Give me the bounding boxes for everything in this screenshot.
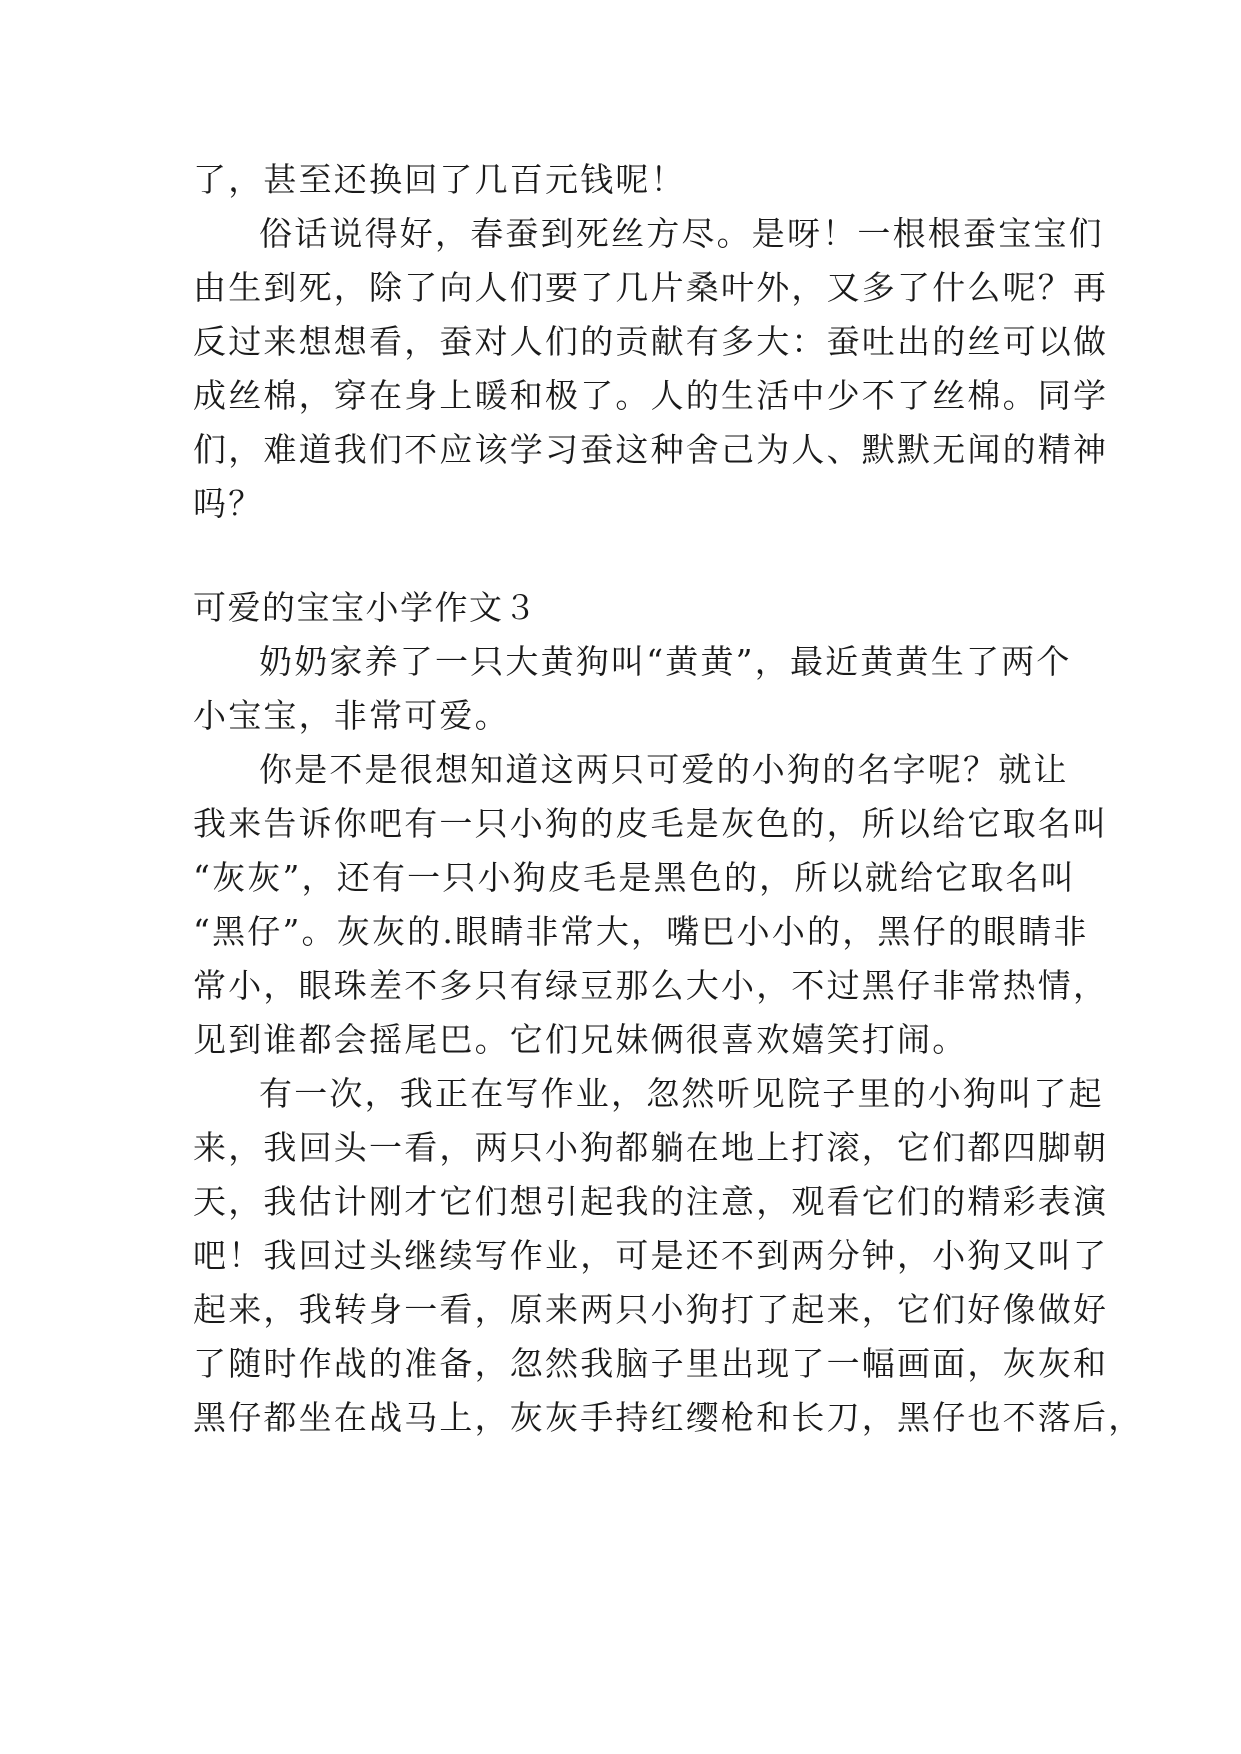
- text-line: 小宝宝，非常可爱。: [193, 696, 510, 735]
- text-line: 奶奶家养了一只大黄狗叫“黄黄”，最近黄黄生了两个: [259, 642, 1072, 681]
- section-title: 可爱的宝宝小学作文３: [193, 588, 538, 627]
- text-line: 了，甚至还换回了几百元钱呢！: [193, 160, 686, 199]
- text-line: 成丝棉，穿在身上暖和极了。人的生活中少不了丝棉。同学: [193, 376, 1109, 415]
- text-line: 我来告诉你吧有一只小狗的皮毛是灰色的，所以给它取名叫: [193, 804, 1109, 843]
- text-line: 见到谁都会摇尾巴。它们兄妹俩很喜欢嬉笑打闹。: [193, 1020, 968, 1059]
- text-line: 有一次，我正在写作业，忽然听见院子里的小狗叫了起: [259, 1074, 1104, 1113]
- text-line: 来，我回头一看，两只小狗都躺在地上打滚，它们都四脚朝: [193, 1128, 1109, 1167]
- text-line: 吧！我回过头继续写作业，可是还不到两分钟，小狗又叫了: [193, 1236, 1109, 1275]
- text-line: “黑仔”。灰灰的.眼睛非常大，嘴巴小小的，黑仔的眼睛非: [193, 912, 1089, 951]
- text-line: 吗？: [193, 484, 264, 523]
- text-line: 俗话说得好，春蚕到死丝方尽。是呀！一根根蚕宝宝们: [259, 214, 1104, 253]
- text-line: “灰灰”，还有一只小狗皮毛是黑色的，所以就给它取名叫: [193, 858, 1076, 897]
- text-line: 黑仔都坐在战马上，灰灰手持红缨枪和长刀，黑仔也不落后，: [193, 1398, 1144, 1437]
- text-line: 起来，我转身一看，原来两只小狗打了起来，它们好像做好: [193, 1290, 1109, 1329]
- text-line: 由生到死，除了向人们要了几片桑叶外，又多了什么呢？再: [193, 268, 1109, 307]
- text-line: 你是不是很想知道这两只可爱的小狗的名字呢？就让: [259, 750, 1069, 789]
- text-line: 天，我估计刚才它们想引起我的注意，观看它们的精彩表演: [193, 1182, 1109, 1221]
- text-line: 反过来想想看，蚕对人们的贡献有多大：蚕吐出的丝可以做: [193, 322, 1109, 361]
- text-line: 了随时作战的准备，忽然我脑子里出现了一幅画面，灰灰和: [193, 1344, 1109, 1383]
- text-line: 常小，眼珠差不多只有绿豆那么大小，不过黑仔非常热情，: [193, 966, 1109, 1005]
- text-line: 们，难道我们不应该学习蚕这种舍己为人、默默无闻的精神: [193, 430, 1109, 469]
